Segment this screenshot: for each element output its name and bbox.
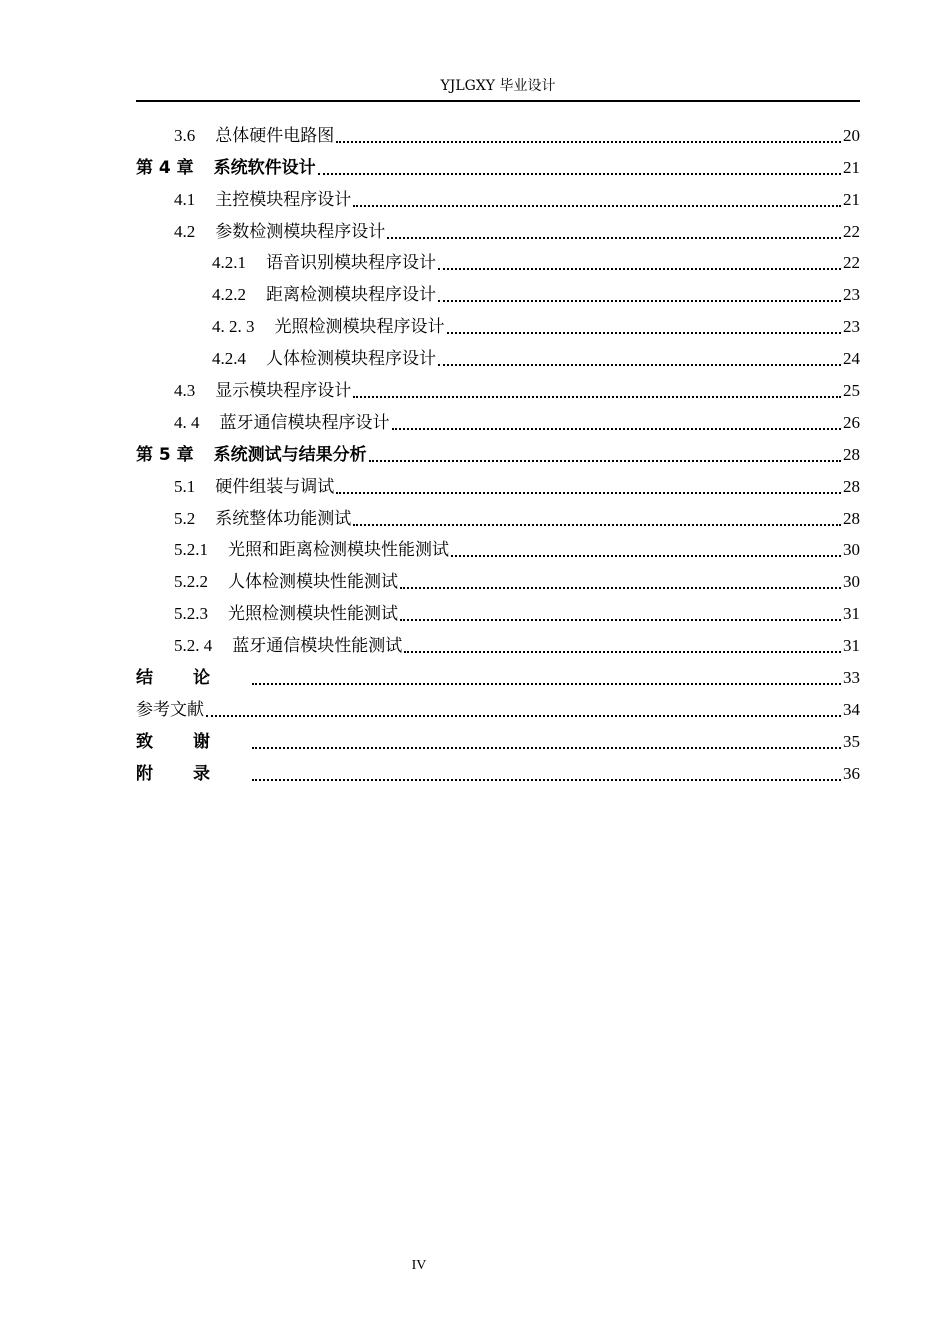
toc-entry-leader	[318, 173, 841, 175]
toc-entry-number: 5.2.1	[174, 540, 208, 560]
toc-entry-number: 第 4 章	[136, 157, 194, 178]
toc-entry-number: 第 5 章	[136, 444, 194, 465]
toc-entry-page: 21	[843, 189, 860, 209]
toc-entry-page: 22	[843, 221, 860, 241]
toc-entry-leader	[206, 715, 841, 717]
toc-entry[interactable]	[136, 148, 860, 180]
toc-entry-page: 28	[843, 508, 860, 528]
toc-entry-title: 系统整体功能测试	[215, 508, 352, 529]
toc-entry[interactable]	[136, 722, 860, 754]
toc-entry-page: 23	[843, 317, 860, 337]
toc-entry-page: 31	[843, 604, 860, 624]
toc-entry-number: 4. 4	[174, 412, 200, 432]
toc-entry-title: 语音识别模块程序设计	[266, 253, 436, 274]
toc-entry-leader	[336, 492, 841, 494]
toc-entry-leader	[404, 651, 841, 653]
toc-entry-title: 光照检测模块性能测试	[228, 604, 398, 625]
toc-entry-leader	[400, 619, 841, 621]
toc-entry-leader	[353, 524, 841, 526]
table-of-contents	[136, 116, 860, 786]
toc-entry-page: 30	[843, 540, 860, 560]
toc-entry-number: 5.2.3	[174, 604, 208, 624]
toc-entry-page: 34	[843, 699, 860, 719]
toc-entry[interactable]	[136, 435, 860, 467]
toc-entry-title: 参数检测模块程序设计	[215, 221, 386, 242]
toc-entry-number: 3.6	[174, 125, 196, 145]
toc-entry-leader	[353, 396, 841, 398]
toc-entry-leader	[369, 460, 841, 462]
toc-entry-leader	[252, 747, 841, 749]
toc-entry-page: 33	[843, 668, 860, 688]
toc-entry-page: 26	[843, 412, 860, 432]
toc-entry-leader	[438, 364, 841, 366]
toc-entry[interactable]	[136, 371, 860, 403]
toc-entry-number: 5.2. 4	[174, 636, 213, 656]
toc-entry[interactable]	[136, 244, 860, 276]
toc-entry[interactable]	[136, 212, 860, 244]
toc-entry-page: 36	[843, 763, 860, 783]
toc-entry-title: 附录	[136, 763, 250, 784]
toc-entry-leader	[252, 779, 841, 781]
header-rule	[136, 100, 860, 102]
toc-entry[interactable]	[136, 467, 860, 499]
toc-entry[interactable]	[136, 307, 860, 339]
toc-entry-leader	[451, 555, 841, 557]
toc-entry[interactable]	[136, 594, 860, 626]
toc-entry[interactable]	[136, 690, 860, 722]
toc-entry[interactable]	[136, 562, 860, 594]
toc-entry-page: 28	[843, 444, 860, 464]
toc-entry-leader	[353, 205, 841, 207]
toc-entry-page: 20	[843, 125, 860, 145]
toc-entry-number: 4.3	[174, 381, 196, 401]
toc-entry-title: 硬件组装与调试	[215, 476, 335, 497]
toc-entry-leader	[438, 300, 841, 302]
toc-entry-page: 30	[843, 572, 860, 592]
toc-entry[interactable]	[136, 531, 860, 563]
toc-entry[interactable]	[136, 275, 860, 307]
toc-entry[interactable]	[136, 116, 860, 148]
toc-entry-leader	[400, 587, 841, 589]
toc-entry[interactable]	[136, 180, 860, 212]
toc-entry-number: 5.1	[174, 476, 196, 496]
toc-entry-title: 致谢	[136, 731, 250, 752]
toc-entry-page: 21	[843, 157, 860, 177]
toc-entry[interactable]	[136, 754, 860, 786]
toc-entry-leader	[252, 683, 841, 685]
toc-entry-leader	[387, 237, 841, 239]
toc-entry-page: 35	[843, 731, 860, 751]
toc-entry[interactable]	[136, 658, 860, 690]
toc-entry-title: 参考文献	[136, 699, 204, 720]
toc-entry-page: 23	[843, 285, 860, 305]
toc-entry-title: 蓝牙通信模块性能测试	[232, 636, 403, 657]
toc-entry[interactable]	[136, 403, 860, 435]
toc-entry-number: 4.2.1	[212, 253, 246, 273]
toc-entry-number: 5.2	[174, 508, 196, 528]
toc-entry-page: 24	[843, 349, 860, 369]
toc-entry-title: 系统软件设计	[213, 157, 316, 178]
toc-entry-leader	[336, 141, 841, 143]
toc-entry-number: 5.2.2	[174, 572, 208, 592]
toc-entry-title: 光照检测模块程序设计	[274, 317, 445, 338]
toc-entry-page: 31	[843, 636, 860, 656]
toc-entry-number: 4.2	[174, 221, 196, 241]
toc-entry-number: 4.2.4	[212, 349, 246, 369]
toc-entry-page: 22	[843, 253, 860, 273]
page-header: YJLGXY 毕业设计	[440, 78, 556, 94]
toc-entry[interactable]	[136, 626, 860, 658]
toc-entry-title: 总体硬件电路图	[215, 125, 335, 146]
toc-entry-page: 25	[843, 381, 860, 401]
toc-entry-title: 人体检测模块程序设计	[266, 349, 436, 370]
toc-entry-leader	[392, 428, 842, 430]
toc-entry-leader	[438, 268, 841, 270]
toc-entry-number: 4.2.2	[212, 285, 246, 305]
toc-entry-title: 人体检测模块性能测试	[228, 572, 398, 593]
toc-entry-title: 结论	[136, 668, 250, 689]
toc-entry-title: 系统测试与结果分析	[213, 444, 367, 465]
toc-entry-title: 距离检测模块程序设计	[266, 285, 436, 306]
toc-entry-title: 显示模块程序设计	[215, 381, 352, 402]
toc-entry-number: 4.1	[174, 189, 196, 209]
toc-entry-title: 主控模块程序设计	[215, 189, 352, 210]
toc-entry[interactable]	[136, 339, 860, 371]
toc-entry-title: 蓝牙通信模块程序设计	[219, 412, 390, 433]
toc-entry-page: 28	[843, 476, 860, 496]
page-number: IV	[411, 1258, 427, 1273]
toc-entry-number: 4. 2. 3	[212, 317, 255, 337]
toc-entry[interactable]	[136, 499, 860, 531]
toc-entry-title: 光照和距离检测模块性能测试	[228, 540, 449, 561]
toc-entry-leader	[447, 332, 842, 334]
